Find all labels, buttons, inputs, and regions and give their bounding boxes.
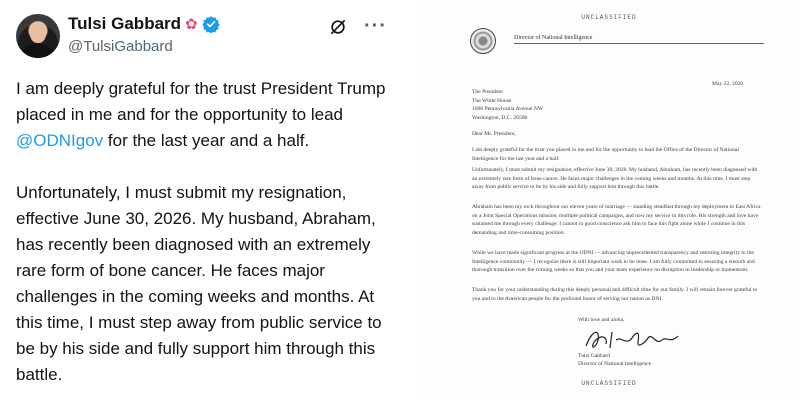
author-name-row	[68, 14, 220, 34]
address-line: The President	[472, 89, 503, 95]
letter-salutation: Dear Mr. President,	[472, 131, 516, 137]
classification-banner-top: UNCLASSIFIED	[581, 14, 637, 21]
author-handle[interactable]: @TulsiGabbard	[68, 38, 173, 55]
author-display-name[interactable]: Tulsi Gabbard	[68, 14, 182, 33]
tweet-text	[16, 76, 396, 414]
address-line: Washington, D.C. 20500	[472, 114, 528, 121]
avatar-body-shape	[22, 44, 54, 58]
tweet-paragraph-text: for the last year and a half.	[103, 131, 310, 150]
odni-seal-icon	[470, 28, 496, 54]
tweet-paragraph-text: I am deeply grateful for the trust President Trump placed in me and for the opportunity to lead	[16, 79, 386, 124]
verified-icon	[202, 15, 220, 33]
tweet-paragraph-text: Unfortunately, I must submit my resignation, effective June 30, 2026. My husband, Abraham, has recently been diagnosed with an extremely rare form of bone cancer. He faces major challenges in the coming weeks and months. At this time, I must step away from public service to be by his side and fully support him through this battle.	[16, 183, 382, 384]
letter-address	[472, 88, 543, 122]
resignation-letter-image[interactable]	[418, 0, 800, 400]
letter-paragraph: While we have made significant progress at the ODNI — advancing unprecedented transparency and restoring integrity to the Intelligence community — I recognize there is still important work to be done. I am fully committed to ensuring a smooth and thorough transition over the coming weeks so that you and your team experience no disruption in leadership or momentum.	[472, 250, 755, 274]
signer-title: Director of National Intelligence	[578, 361, 652, 367]
letter-paragraph: I am deeply grateful for the trust you placed in me and for the opportunity to lead the Office of the Director of National Intelligence for the last year and a half.	[472, 147, 739, 162]
letter-paragraph: Abraham has been my rock throughout our eleven years of marriage — standing steadfast through my deployment to East Africa on a Joint Special Operations mission, multiple political campaigns, and now my service in this role. His strength and love have sustained me through every challenge. I cannot in good conscience ask him to face this fight alone while I continue in this demanding and time-consuming position.	[472, 204, 761, 236]
letter-paragraph: Unfortunately, I must submit my resignation, effective June 30, 2026. My husband, Abraham, has recently been diagnosed with an extremely rare form of bone cancer. He faces major challenges in the coming weeks and months. At this time, I must step away from public service to be by his side and fully support him through this battle.	[472, 167, 758, 191]
signer-name: Tulsi Gabbard	[578, 353, 610, 359]
tweet-card	[0, 0, 410, 400]
letter-date: May 22, 2026	[712, 81, 744, 87]
letterhead-divider	[514, 43, 764, 44]
handwritten-signature-icon	[582, 326, 692, 352]
avatar-face-shape	[30, 23, 46, 43]
more-options-icon[interactable]: ···	[364, 15, 387, 37]
address-line: 1600 Pennsylvania Avenue NW	[472, 106, 544, 113]
classification-banner-bottom: UNCLASSIFIED	[581, 380, 637, 387]
letter-closing: With love and aloha,	[578, 317, 625, 323]
grok-icon[interactable]	[328, 17, 348, 37]
tweet-paragraph	[16, 76, 396, 154]
mention-link[interactable]: @ODNIgov	[16, 131, 104, 150]
address-line: The White House	[472, 97, 512, 104]
tweet-paragraph	[16, 180, 396, 388]
letter-paragraph: Thank you for your understanding during this deeply personal and difficult time for our family. I will remain forever grateful to you and to the American people for the profound honor of serving our nation as DNI.	[472, 287, 758, 302]
flower-icon: ✿	[185, 15, 198, 33]
avatar[interactable]	[16, 14, 60, 58]
letterhead-title: Director of National Intelligence	[514, 35, 593, 41]
